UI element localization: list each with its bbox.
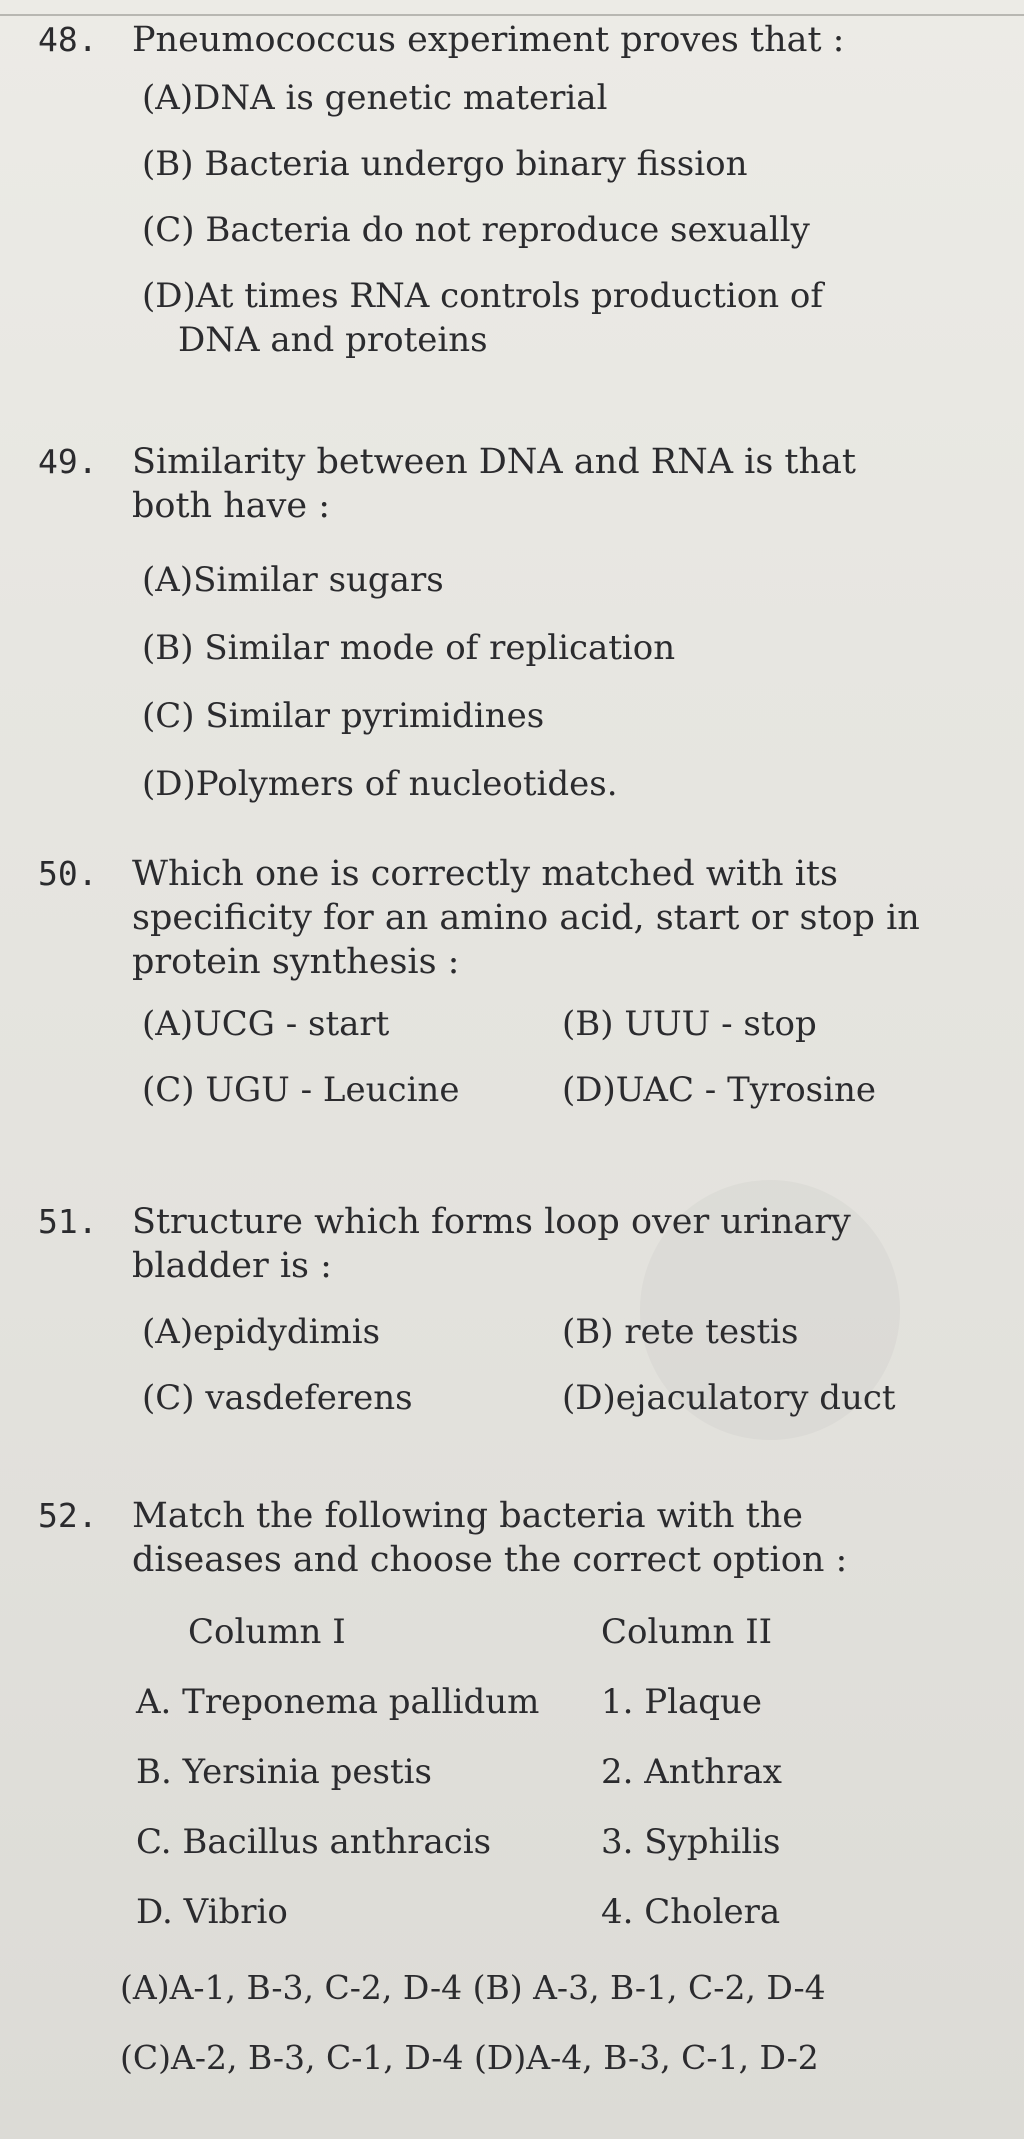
option-b: (B) Bacteria undergo binary fission: [142, 144, 748, 184]
options-grid: [142, 1310, 998, 1420]
question-text: Pneumococcus experiment proves that :: [132, 20, 845, 60]
option-b: (B) Similar mode of replication: [142, 628, 676, 668]
question-number: 52.: [38, 1496, 98, 1535]
table-row: C. Bacillus anthracis 3. Syphilis: [136, 1822, 781, 1862]
option-a: (A)UCG - start: [142, 1004, 390, 1044]
column-1-header: Column I: [188, 1612, 346, 1652]
column-headers: [136, 1610, 998, 1654]
option-b: (B) rete testis: [562, 1312, 799, 1352]
question-49: [38, 440, 998, 806]
table-row: D. Vibrio 4. Cholera: [136, 1892, 781, 1932]
option-c: (C) Bacteria do not reproduce sexually: [142, 210, 810, 250]
question-text: Match the following bacteria with the diseases and choose the correct option :: [132, 1496, 848, 1580]
option-b: (B) UUU - stop: [562, 1004, 817, 1044]
option-d: (D)UAC - Tyrosine: [562, 1070, 877, 1110]
option-a: (A)epidydimis: [142, 1312, 381, 1352]
question-50: [38, 852, 998, 1112]
option-d: (D)At times RNA controls production of: [142, 276, 823, 316]
question-text: Which one is correctly matched with its specificity for an amino acid, start or stop in protein synthesis :: [132, 854, 920, 982]
column-2-header: Column II: [601, 1612, 773, 1652]
question-number: 50.: [38, 854, 98, 893]
question-text: Structure which forms loop over urinary bladder is :: [132, 1202, 851, 1286]
answer-row-ab: (A)A-1, B-3, C-2, D-4 (B) A-3, B-1, C-2, D-4: [120, 1968, 826, 2007]
question-number: 51.: [38, 1202, 98, 1241]
option-d: (D)ejaculatory duct: [562, 1378, 896, 1418]
question-51: [38, 1200, 998, 1420]
option-d-continued: DNA and proteins: [178, 320, 488, 360]
answer-row-cd: (C)A-2, B-3, C-1, D-4 (D)A-4, B-3, C-1, D-2: [120, 2038, 819, 2077]
table-row: A. Treponema pallidum 1. Plaque: [136, 1682, 763, 1722]
option-a: (A)Similar sugars: [142, 560, 444, 600]
match-table: [136, 1610, 998, 1934]
option-c: (C) vasdeferens: [142, 1378, 413, 1418]
top-rule: [0, 14, 1024, 16]
options-grid: [142, 1002, 998, 1112]
question-number: 48.: [38, 20, 98, 59]
table-row: B. Yersinia pestis 2. Anthrax: [136, 1752, 782, 1792]
answer-options: [120, 1966, 998, 2080]
option-c: (C) UGU - Leucine: [142, 1070, 460, 1110]
option-a: (A)DNA is genetic material: [142, 78, 608, 118]
question-48: [38, 18, 998, 362]
option-c: (C) Similar pyrimidines: [142, 696, 545, 736]
question-52: [38, 1494, 998, 2080]
question-text: Similarity between DNA and RNA is that both have :: [132, 442, 856, 526]
question-number: 49.: [38, 442, 98, 481]
option-d: (D)Polymers of nucleotides.: [142, 764, 618, 804]
